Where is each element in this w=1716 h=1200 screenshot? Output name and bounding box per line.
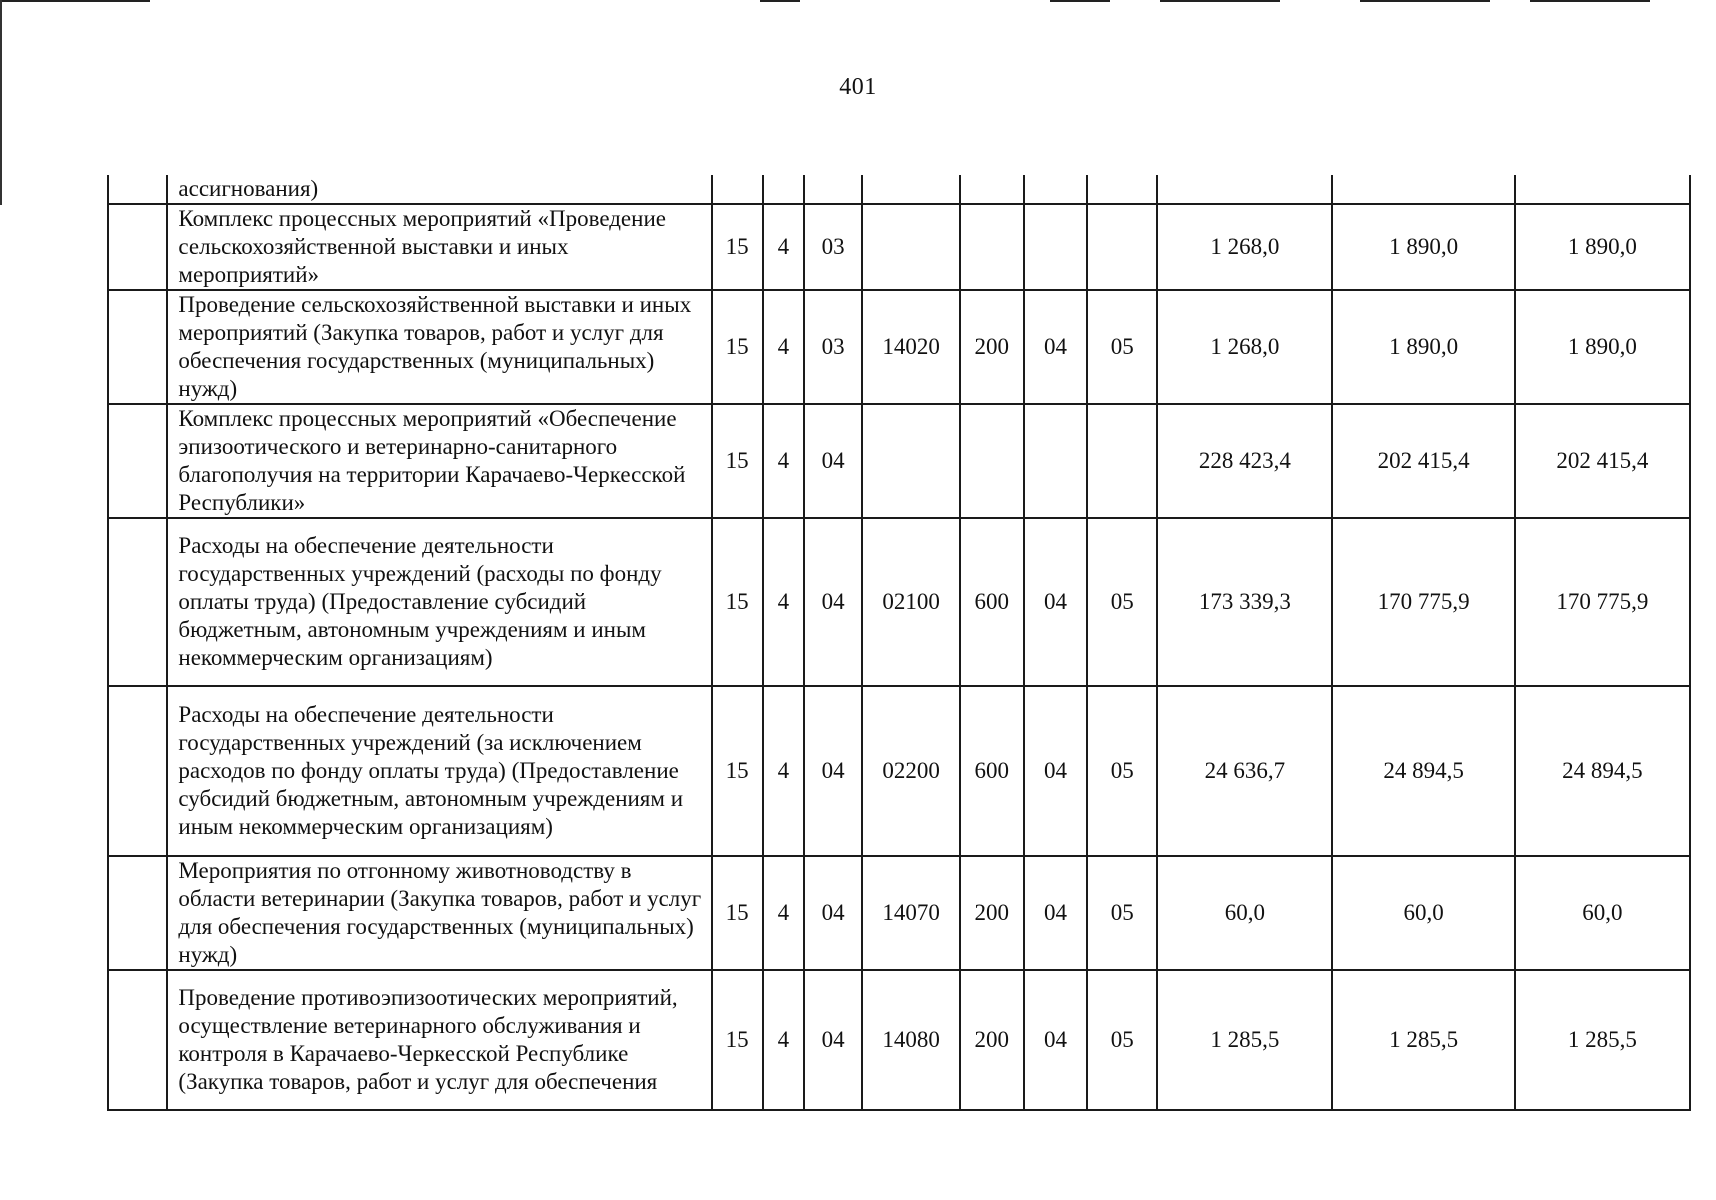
code-cell: 04 [1024,970,1088,1110]
code-cell: 600 [960,686,1024,856]
code-cell [960,404,1024,518]
description-cell: Проведение противоэпизоотических мероприятий, осуществление ветеринарного обслуживания и контроля в Карачаево-Черкесской Республике (Закупка товаров, работ и услуг для обеспечения [167,970,711,1110]
code-cell [1024,175,1088,204]
row-index-cell [108,404,167,518]
code-cell [862,204,960,290]
budget-table [107,175,1691,1111]
amount-cell: 1 268,0 [1157,204,1332,290]
amount-cell: 202 415,4 [1515,404,1690,518]
amount-cell: 1 268,0 [1157,290,1332,404]
code-cell: 15 [712,404,763,518]
code-cell: 15 [712,290,763,404]
code-cell: 02100 [862,518,960,686]
amount-cell: 1 890,0 [1515,204,1690,290]
code-cell: 03 [804,290,862,404]
amount-cell: 60,0 [1157,856,1332,970]
code-cell: 4 [763,970,804,1110]
code-cell: 05 [1087,686,1157,856]
amount-cell: 1 285,5 [1515,970,1690,1110]
code-cell: 14070 [862,856,960,970]
code-cell [1024,404,1088,518]
table-row [108,686,1690,856]
scan-edge [1160,0,1280,2]
code-cell: 200 [960,290,1024,404]
code-cell: 04 [804,518,862,686]
code-cell: 04 [804,404,862,518]
code-cell: 04 [1024,686,1088,856]
code-cell: 05 [1087,856,1157,970]
code-cell: 15 [712,856,763,970]
table-row [108,290,1690,404]
amount-cell [1332,175,1514,204]
description-cell: Расходы на обеспечение деятельности государственных учреждений (за исключением расходов по фонду оплаты труда) (Предоставление субсидий бюджетным, автономным учреждениям и иным некоммерческим организациям) [167,686,711,856]
row-index-cell [108,970,167,1110]
amount-cell: 1 890,0 [1332,204,1514,290]
code-cell: 4 [763,856,804,970]
description-cell: ассигнования) [167,175,711,204]
amount-cell: 1 890,0 [1515,290,1690,404]
code-cell [1087,204,1157,290]
amount-cell: 170 775,9 [1515,518,1690,686]
amount-cell: 202 415,4 [1332,404,1514,518]
code-cell: 04 [804,970,862,1110]
scan-edge [1360,0,1490,2]
code-cell: 4 [763,686,804,856]
code-cell: 600 [960,518,1024,686]
row-index-cell [108,175,167,204]
code-cell [1087,404,1157,518]
amount-cell: 228 423,4 [1157,404,1332,518]
description-cell: Мероприятия по отгонному животноводству в области ветеринарии (Закупка товаров, работ и услуг для обеспечения государственных (муниципальных) нужд) [167,856,711,970]
scan-edge [760,0,800,2]
amount-cell: 60,0 [1332,856,1514,970]
code-cell [862,175,960,204]
amount-cell: 170 775,9 [1332,518,1514,686]
code-cell: 15 [712,970,763,1110]
table-row [108,970,1690,1110]
code-cell: 200 [960,856,1024,970]
code-cell: 4 [763,404,804,518]
table-row [108,175,1690,204]
amount-cell: 1 285,5 [1157,970,1332,1110]
amount-cell: 60,0 [1515,856,1690,970]
row-index-cell [108,290,167,404]
page-number: 401 [839,74,877,100]
description-cell: Комплекс процессных мероприятий «Обеспечение эпизоотического и ветеринарно-санитарного благополучия на территории Карачаево-Черкесской Республики» [167,404,711,518]
code-cell: 05 [1087,290,1157,404]
code-cell [1024,204,1088,290]
scan-edge [1050,0,1110,2]
code-cell [763,175,804,204]
code-cell [712,175,763,204]
code-cell: 200 [960,970,1024,1110]
code-cell: 15 [712,686,763,856]
amount-cell [1157,175,1332,204]
code-cell: 14020 [862,290,960,404]
row-index-cell [108,686,167,856]
code-cell [1087,175,1157,204]
row-index-cell [108,856,167,970]
scan-edge [0,0,2,205]
code-cell: 14080 [862,970,960,1110]
table-row [108,518,1690,686]
code-cell: 15 [712,204,763,290]
code-cell: 4 [763,518,804,686]
scan-edge [1530,0,1650,2]
code-cell: 15 [712,518,763,686]
code-cell: 04 [1024,518,1088,686]
amount-cell: 24 894,5 [1515,686,1690,856]
code-cell: 04 [804,856,862,970]
code-cell: 4 [763,290,804,404]
table-row [108,856,1690,970]
code-cell: 04 [1024,856,1088,970]
row-index-cell [108,204,167,290]
description-cell: Проведение сельскохозяйственной выставки и иных мероприятий (Закупка товаров, работ и услуг для обеспечения государственных (муниципальных) нужд) [167,290,711,404]
amount-cell: 173 339,3 [1157,518,1332,686]
code-cell [960,204,1024,290]
code-cell: 4 [763,204,804,290]
amount-cell: 1 890,0 [1332,290,1514,404]
table-row [108,404,1690,518]
code-cell [960,175,1024,204]
code-cell: 05 [1087,970,1157,1110]
row-index-cell [108,518,167,686]
code-cell: 03 [804,204,862,290]
code-cell [804,175,862,204]
description-cell: Расходы на обеспечение деятельности государственных учреждений (расходы по фонду оплаты труда) (Предоставление субсидий бюджетным, автономным учреждениям и иным некоммерческим организациям) [167,518,711,686]
code-cell: 04 [1024,290,1088,404]
description-cell: Комплекс процессных мероприятий «Проведение сельскохозяйственной выставки и иных мероприятий» [167,204,711,290]
table-row [108,204,1690,290]
code-cell: 05 [1087,518,1157,686]
amount-cell [1515,175,1690,204]
code-cell: 04 [804,686,862,856]
scan-edge [0,0,150,2]
amount-cell: 24 894,5 [1332,686,1514,856]
amount-cell: 1 285,5 [1332,970,1514,1110]
code-cell [862,404,960,518]
amount-cell: 24 636,7 [1157,686,1332,856]
code-cell: 02200 [862,686,960,856]
